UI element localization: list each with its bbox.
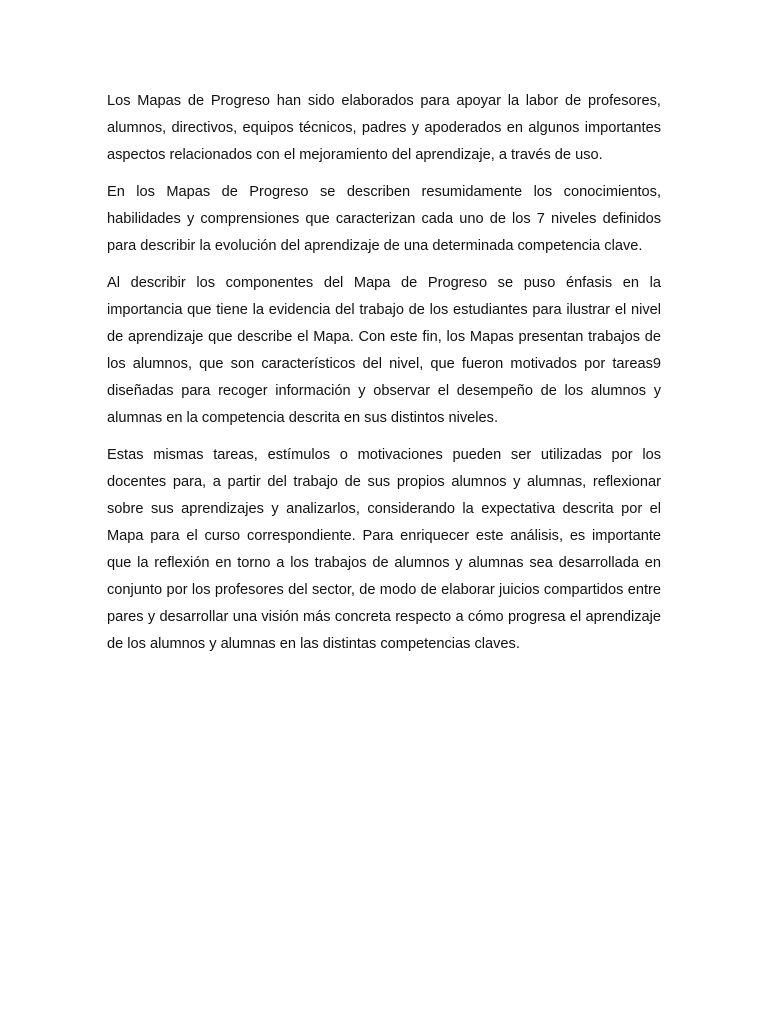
paragraph-1: Los Mapas de Progreso han sido elaborados para apoyar la labor de profesores, alumnos, directivos, equipos técnicos, padres y apoderados en algunos importantes aspectos relacionados con el mejoramiento del aprendizaje, a través de uso.: [107, 93, 661, 163]
document-body: [107, 88, 661, 668]
paragraph-4: Estas mismas tareas, estímulos o motivaciones pueden ser utilizadas por los docentes para, a partir del trabajo de sus propios alumnos y alumnas, reflexionar sobre sus aprendizajes y analizarlos, considerando la expectativa descrita por el Mapa para el curso correspondiente. Para enriquecer este análisis, es importante que la reflexión en torno a los trabajos de alumnos y alumnas sea desarrollada en conjunto por los profesores del sector, de modo de elaborar juicios compartidos entre pares y desarrollar una visión más concreta respecto a cómo progresa el aprendizaje de los alumnos y alumnas en las distintas competencias claves.: [107, 447, 661, 652]
paragraph-2: En los Mapas de Progreso se describen resumidamente los conocimientos, habilidades y comprensiones que caracterizan cada uno de los 7 niveles definidos para describir la evolución del aprendizaje de una determinada competencia clave.: [107, 184, 661, 254]
paragraph-3: Al describir los componentes del Mapa de Progreso se puso énfasis en la importancia que tiene la evidencia del trabajo de los estudiantes para ilustrar el nivel de aprendizaje que describe el Mapa. Con este fin, los Mapas presentan trabajos de los alumnos, que son característicos del nivel, que fueron motivados por tareas9 diseñadas para recoger información y observar el desempeño de los alumnos y alumnas en la competencia descrita en sus distintos niveles.: [107, 275, 661, 426]
